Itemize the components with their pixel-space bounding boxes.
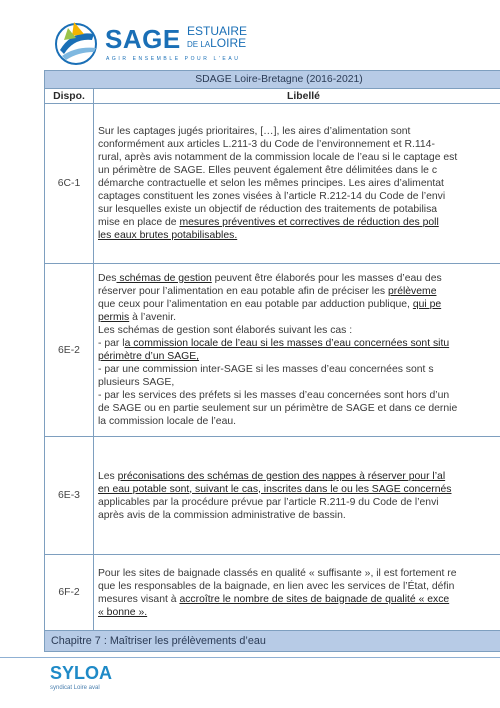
table-row (45, 104, 500, 264)
libelle-line (98, 350, 500, 363)
libelle-line (98, 298, 500, 311)
table-title-row (45, 71, 500, 89)
underlined-text: permis (98, 312, 130, 323)
libelle-line: applicables par la procédure prévue par l’article R.211-9 du Code de l’envi (98, 496, 439, 508)
underlined-text: « bonne ». (98, 606, 148, 618)
text-span: mise en place de (98, 217, 180, 228)
libelle-line: conformément aux articles L.211-3 du Code de l’environnement et R.114- (98, 139, 435, 150)
footer-divider (0, 657, 500, 658)
text-span: Les (98, 470, 118, 482)
libelle-line: Les schémas de gestion sont élaborés suivant les cas : (98, 325, 353, 336)
underlined-text: les eaux brutes potabilisables. (98, 230, 238, 241)
dispo-code: 6C-1 (45, 104, 94, 264)
underlined-text: périmètre d’un SAGE, (98, 351, 200, 362)
logo-line2 (187, 37, 247, 51)
text-span: que ceux pour l’alimentation en eau potable par adduction publique, (98, 299, 413, 310)
table-row (45, 264, 500, 437)
sage-logo (54, 20, 259, 66)
libelle-line: la commission locale de l’eau. (98, 416, 237, 427)
underlined-text: préconisations des schémas de gestion des nappes à réserver pour l’al (117, 470, 446, 482)
libelle-cell (94, 437, 500, 555)
underlined-text: schémas de gestion (116, 273, 212, 284)
libelle-line: plusieurs SAGE, (98, 377, 175, 388)
libelle-line (98, 272, 500, 285)
libelle-line (98, 593, 500, 606)
libelle-line (98, 483, 500, 496)
text-span: mesures visant à (98, 593, 180, 605)
logo-line1: ESTUAIRE (187, 24, 248, 38)
libelle-line (98, 337, 500, 350)
text-span: - par l (98, 338, 125, 349)
text-span: réserver pour l’alimentation en eau potable afin de préciser les (98, 286, 388, 297)
dispo-code: 6F-2 (45, 555, 94, 631)
libelle-line: démarche contractuelle et selon les mêmes principes. Les aires d’alimentat (98, 178, 444, 189)
header-dispo: Dispo. (45, 89, 94, 104)
libelle-cell (94, 104, 500, 264)
underlined-text: mesures préventives et correctives de réduction des poll (179, 217, 439, 228)
libelle-line: Pour les sites de baignade classés en qualité « suffisante », il est fortement re (98, 567, 457, 579)
chapter-row (45, 631, 500, 652)
chapter-title: Chapitre 7 : Maîtriser les prélèvements d’eau (45, 631, 500, 652)
dispo-code: 6E-2 (45, 264, 94, 437)
underlined-text: prélèveme (387, 286, 437, 297)
text-span: à l’avenir. (129, 312, 176, 323)
libelle-line: un périmètre de SAGE. Elles peuvent également être délimitées dans le c (98, 165, 438, 176)
logo-sage-text: SAGE (105, 24, 181, 54)
libelle-line: sur lesquelles existe un objectif de réduction des traitements de potabilisa (98, 204, 438, 215)
text-span: peuvent être élaborés pour les masses d’eau des (211, 273, 442, 284)
underlined-text: accroître le nombre de sites de baignade de qualité « exce (179, 593, 450, 605)
underlined-text: en eau potable sont, suivant le cas, inscrites dans le ou les SAGE concernés (98, 483, 452, 495)
libelle-line: que les responsables de la baignade, en lien avec les services de l’État, défin (98, 580, 455, 592)
table-row (45, 437, 500, 555)
table-title: SDAGE Loire-Bretagne (2016-2021) (45, 71, 500, 89)
table-row (45, 555, 500, 631)
logo-loire: LOIRE (210, 36, 247, 50)
libelle-line (98, 606, 500, 619)
libelle-line (98, 470, 500, 483)
logo-tagline: AGIR ENSEMBLE POUR L'EAU (106, 56, 241, 62)
libelle-line: de SAGE ou en partie seulement sur un périmètre de SAGE et dans ce dernie (98, 403, 458, 414)
libelle-line: captages constituent les zones visées à l’article R.212-14 du Code de l’envi (98, 191, 446, 202)
header-libelle: Libellé (94, 89, 500, 104)
libelle-line: après avis de la commission administrative de bassin. (98, 509, 346, 521)
dispo-code: 6E-3 (45, 437, 94, 555)
text-span: Des (98, 273, 117, 284)
underlined-text: a commission locale de l’eau si les masses d’eau concernées sont situ (124, 338, 450, 349)
libelle-line (98, 311, 500, 324)
syloa-logo (50, 663, 113, 693)
libelle-line: - par les services des préfets si les masses d’eau concernées sont hors d’un (98, 390, 450, 401)
sdage-table (44, 70, 500, 652)
underlined-text: qui pe (412, 299, 442, 310)
libelle-line (98, 285, 500, 298)
libelle-line (98, 216, 500, 229)
logo-de-la: DE LA (187, 40, 211, 49)
libelle-line: - par une commission inter-SAGE si les masses d’eau concernées sont s (98, 364, 434, 375)
syloa-logo-text: SYLOA (50, 663, 113, 683)
syloa-logo-subtitle: syndicat Loire aval (50, 685, 100, 691)
libelle-cell (94, 264, 500, 437)
table-header-row (45, 89, 500, 104)
libelle-line: rural, après avis notamment de la commission locale de l’eau si le captage est (98, 152, 458, 163)
libelle-cell (94, 555, 500, 631)
libelle-line: Sur les captages jugés prioritaires, […], les aires d’alimentation sont (98, 126, 411, 137)
libelle-line (98, 229, 500, 242)
sage-emblem-icon (54, 20, 102, 66)
logo-estuaire-text (187, 25, 247, 51)
